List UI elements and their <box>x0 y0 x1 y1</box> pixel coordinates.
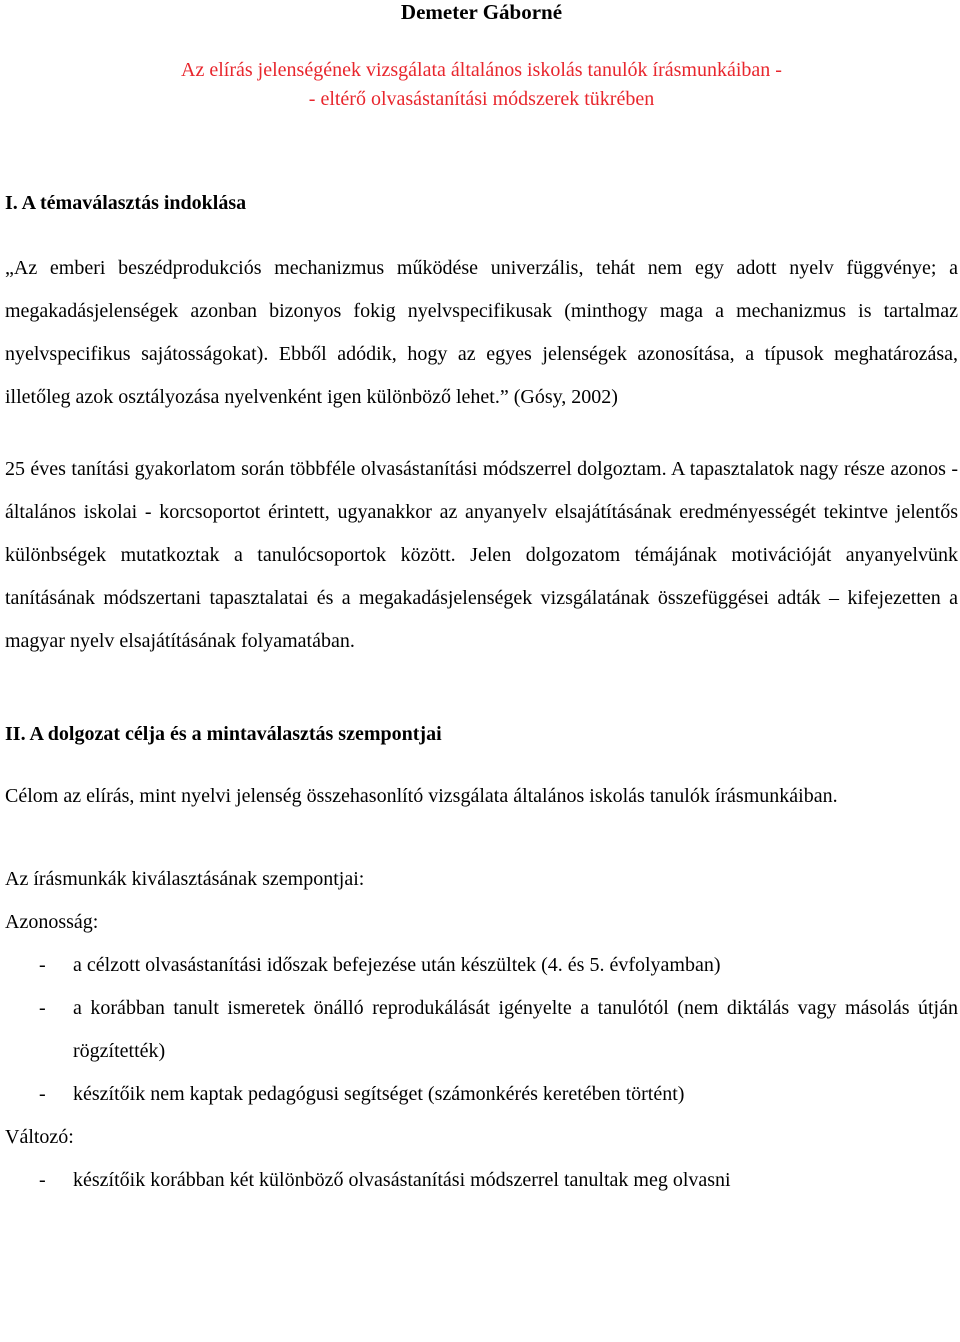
document-page <box>5 0 958 1202</box>
list-item-text: a korábban tanult ismeretek önálló reprodukálását igényelte a tanulótól (nem diktálás vagy másolás útján rögzítették) <box>73 997 958 1062</box>
variable-label: Változó: <box>5 1126 74 1148</box>
list-item <box>5 944 958 987</box>
quote-paragraph: „Az emberi beszédprodukciós mechanizmus működése univerzális, tehát nem egy adott nyelv függvénye; a megakadásjelenségek azonban bizonyos fokig nyelvspecifikusak (minthogy maga a mechanizmus is tartalmaz nyelvspecifikus sajátosságokat). Ebből adódik, hogy az egyes jelenségek azonosítása, a típusok meghatározása, illetőleg azok osztályozása nyelvenként igen különböző lehet.” (Gósy, 2002) <box>5 257 958 408</box>
dash-bullet: - <box>39 997 46 1019</box>
document-title <box>5 56 958 114</box>
list-item-text: készítőik korábban két különböző olvasástanítási módszerrel tanultak meg olvasni <box>73 1169 731 1191</box>
identity-list <box>5 944 958 1116</box>
list-item <box>5 987 958 1073</box>
dash-bullet: - <box>39 954 46 976</box>
list-item <box>5 1073 958 1116</box>
experience-paragraph: 25 éves tanítási gyakorlatom során többféle olvasástanítási módszerrel dolgoztam. A tapasztalatok nagy része azonos - általános iskolai - korcsoportot érintett, ugyanakkor az anyanyelv elsajátításának eredményességét tekintve jelentős különbségek mutatkoztak a tanulócsoportok között. Jelen dolgozatom témájának motivációját anyanyelvünk tanításának módszertani tapasztalatai és a megakadásjelenségek vizsgálatának összefüggései adták – kifejezetten a magyar nyelv elsajátításának folyamatában. <box>5 458 958 652</box>
section-1-heading: I. A témaválasztás indoklása <box>5 192 247 214</box>
title-line-2: - eltérő olvasástanítási módszerek tükrében <box>308 88 655 110</box>
list-item <box>5 1159 958 1202</box>
list-item-text: a célzott olvasástanítási időszak befejezése után készültek (4. és 5. évfolyamban) <box>73 954 721 976</box>
list-item-text: készítőik nem kaptak pedagógusi segítséget (számonkérés keretében történt) <box>73 1083 685 1105</box>
variable-list <box>5 1159 958 1202</box>
section-2-heading: II. A dolgozat célja és a mintaválasztás szempontjai <box>5 723 442 745</box>
dash-bullet: - <box>39 1083 46 1105</box>
goal-paragraph: Célom az elírás, mint nyelvi jelenség összehasonlító vizsgálata általános iskolás tanulók írásmunkáiban. <box>5 785 838 807</box>
title-line-1: Az elírás jelenségének vizsgálata általános iskolás tanulók írásmunkáiban - <box>181 59 782 81</box>
author-name: Demeter Gáborné <box>400 0 563 24</box>
criteria-title: Az írásmunkák kiválasztásának szempontjai: <box>5 868 365 890</box>
identity-label: Azonosság: <box>5 911 99 933</box>
dash-bullet: - <box>39 1169 46 1191</box>
